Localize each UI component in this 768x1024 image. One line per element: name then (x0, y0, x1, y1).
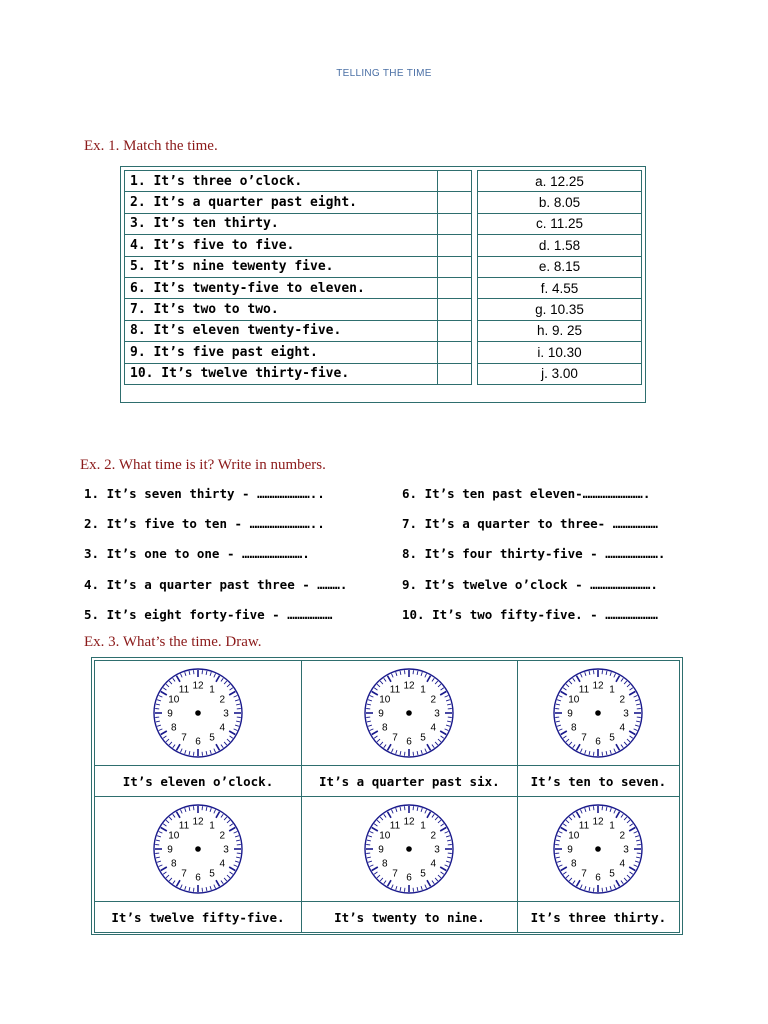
clock-center-dot (195, 846, 201, 852)
clock-label: It’s twelve fifty-five. (95, 902, 302, 933)
clock-number: 12 (192, 816, 204, 828)
match-question: 8. It’s eleven twenty-five. (125, 320, 438, 341)
clock-number: 7 (581, 868, 588, 880)
clock-number: 8 (571, 722, 577, 734)
clock-number: 4 (430, 858, 437, 870)
clock-number: 2 (219, 830, 225, 842)
clock-number: 3 (434, 844, 441, 856)
clock-face-icon (359, 799, 459, 899)
match-answer: i. 10.30 (478, 342, 642, 363)
clock-number: 7 (392, 868, 399, 880)
clock-cell[interactable] (301, 797, 517, 902)
clock-number: 6 (195, 872, 201, 884)
clock-number: 4 (219, 722, 225, 734)
clock-number: 7 (181, 868, 187, 880)
clock-number: 12 (403, 680, 415, 692)
clock-number: 2 (430, 830, 437, 842)
match-question: 7. It’s two to two. (125, 299, 438, 320)
clock-number: 6 (595, 736, 602, 748)
clock-number: 1 (420, 820, 427, 832)
clock-cell[interactable] (517, 797, 679, 902)
ex1-heading: Ex. 1. Match the time. (84, 138, 218, 154)
ex2-item-6: 6. It’s ten past eleven-……………………. (402, 486, 651, 501)
clock-number: 3 (434, 708, 441, 720)
clock-number: 12 (192, 680, 204, 692)
ex2-item-5: 5. It’s eight forty-five - ……………… (84, 607, 333, 622)
clock-number: 2 (219, 694, 225, 706)
clock-number: 5 (420, 868, 427, 880)
match-question: 2. It’s a quarter past eight. (125, 192, 438, 213)
match-answer: b. 8.05 (478, 192, 642, 213)
clock-number: 10 (568, 830, 580, 842)
clock-number: 3 (623, 844, 630, 856)
match-row (125, 342, 642, 363)
clock-number: 9 (378, 844, 385, 856)
match-answer: j. 3.00 (478, 363, 642, 384)
match-row (125, 299, 642, 320)
clock-number: 10 (568, 694, 580, 706)
clock-number: 11 (390, 820, 401, 832)
clock-cell[interactable] (95, 661, 302, 766)
clock-number: 1 (609, 684, 616, 696)
match-answer: e. 8.15 (478, 256, 642, 277)
clock-number: 4 (619, 722, 626, 734)
clock-number: 8 (170, 722, 177, 734)
match-question: 1. It’s three o’clock. (125, 171, 438, 192)
clock-number: 5 (209, 868, 215, 880)
match-row (125, 213, 642, 234)
match-row (125, 320, 642, 341)
match-row (125, 277, 642, 298)
clock-number: 7 (181, 732, 187, 744)
clock-number: 11 (178, 684, 190, 696)
clock-center-dot (407, 710, 413, 716)
clock-number: 9 (167, 708, 173, 720)
match-question: 10. It’s twelve thirty-five. (125, 363, 438, 384)
clock-number: 6 (195, 736, 201, 748)
clock-number: 12 (403, 816, 415, 828)
clock-face-icon (148, 663, 248, 763)
clock-face-icon (148, 799, 248, 899)
ex2-item-2: 2. It’s five to ten - …………………….. (84, 516, 325, 531)
clock-center-dot (407, 846, 413, 852)
clock-label: It’s a quarter past six. (301, 766, 517, 797)
clock-face-icon (548, 663, 648, 763)
clock-cell[interactable] (301, 661, 517, 766)
match-row (125, 171, 642, 192)
match-answer: g. 10.35 (478, 299, 642, 320)
match-answer: c. 11.25 (478, 213, 642, 234)
clock-cell[interactable] (517, 661, 679, 766)
ex2-item-8: 8. It’s four thirty-five - …………………. (402, 546, 666, 561)
clock-number: 6 (406, 872, 413, 884)
match-answer: a. 12.25 (478, 171, 642, 192)
match-row (125, 235, 642, 256)
answer-blank[interactable] (438, 363, 472, 384)
match-table (120, 166, 646, 403)
clock-number: 6 (595, 872, 602, 884)
answer-blank[interactable] (438, 277, 472, 298)
match-answer: f. 4.55 (478, 277, 642, 298)
clock-number: 8 (571, 858, 577, 870)
match-question: 5. It’s nine tewenty five. (125, 256, 438, 277)
answer-blank[interactable] (438, 342, 472, 363)
clock-number: 12 (592, 816, 604, 828)
match-question: 4. It’s five to five. (125, 235, 438, 256)
match-row (125, 256, 642, 277)
clock-number: 10 (379, 694, 391, 706)
clock-label: It’s three thirty. (517, 902, 679, 933)
clock-number: 1 (209, 684, 215, 696)
match-question: 3. It’s ten thirty. (125, 213, 438, 234)
clock-label: It’s twenty to nine. (301, 902, 517, 933)
clock-number: 8 (170, 858, 177, 870)
clock-grid (91, 657, 683, 935)
clock-label: It’s ten to seven. (517, 766, 679, 797)
clock-number: 2 (619, 694, 626, 706)
clock-number: 8 (382, 722, 388, 734)
clock-number: 1 (209, 820, 215, 832)
clock-number: 2 (619, 830, 626, 842)
clock-center-dot (596, 846, 602, 852)
clock-number: 11 (579, 820, 590, 832)
clock-number: 5 (420, 732, 427, 744)
clock-number: 7 (392, 732, 399, 744)
match-answer: h. 9. 25 (478, 320, 642, 341)
clock-number: 9 (167, 844, 173, 856)
clock-number: 11 (579, 684, 590, 696)
ex2-item-4: 4. It’s a quarter past three - ………. (84, 577, 348, 592)
clock-number: 1 (609, 820, 616, 832)
answer-blank[interactable] (438, 192, 472, 213)
clock-number: 7 (581, 732, 588, 744)
clock-number: 4 (430, 722, 437, 734)
clock-number: 3 (623, 708, 630, 720)
clock-center-dot (195, 710, 201, 716)
clock-number: 1 (420, 684, 427, 696)
page-title: TELLING THE TIME (336, 68, 432, 79)
ex2-item-7: 7. It’s a quarter to three- ……………… (402, 516, 658, 531)
clock-face-icon (548, 799, 648, 899)
clock-number: 5 (609, 732, 616, 744)
clock-number: 11 (178, 820, 190, 832)
match-question: 9. It’s five past eight. (125, 342, 438, 363)
clock-number: 4 (619, 858, 626, 870)
clock-number: 9 (567, 708, 574, 720)
clock-number: 5 (209, 732, 215, 744)
clock-number: 11 (390, 684, 401, 696)
clock-number: 4 (219, 858, 225, 870)
clock-number: 3 (223, 844, 229, 856)
answer-blank[interactable] (438, 213, 472, 234)
answer-blank[interactable] (438, 320, 472, 341)
clock-number: 10 (168, 694, 180, 706)
ex3-heading: Ex. 3. What’s the time. Draw. (84, 634, 262, 650)
ex2-item-3: 3. It’s one to one - ……………………. (84, 546, 310, 561)
clock-number: 3 (223, 708, 229, 720)
ex2-item-1: 1. It’s seven thirty - ………………….. (84, 486, 325, 501)
clock-number: 8 (382, 858, 388, 870)
clock-number: 12 (592, 680, 604, 692)
clock-cell[interactable] (95, 797, 302, 902)
clock-number: 5 (609, 868, 616, 880)
ex2-item-10: 10. It’s two fifty-five. - ………………… (402, 607, 658, 622)
clock-number: 6 (406, 736, 413, 748)
ex2-item-9: 9. It’s twelve o’clock - ……………………. (402, 577, 658, 592)
clock-number: 10 (168, 830, 180, 842)
clock-number: 9 (567, 844, 574, 856)
answer-blank[interactable] (438, 171, 472, 192)
answer-blank[interactable] (438, 256, 472, 277)
clock-number: 2 (430, 694, 437, 706)
match-row (125, 192, 642, 213)
clock-number: 9 (378, 708, 385, 720)
match-row (125, 363, 642, 384)
match-answer: d. 1.58 (478, 235, 642, 256)
clock-center-dot (596, 710, 602, 716)
answer-blank[interactable] (438, 235, 472, 256)
clock-number: 10 (379, 830, 391, 842)
match-question: 6. It’s twenty-five to eleven. (125, 277, 438, 298)
clock-label: It’s eleven o’clock. (95, 766, 302, 797)
ex2-heading: Ex. 2. What time is it? Write in numbers. (80, 457, 326, 473)
clock-face-icon (359, 663, 459, 763)
answer-blank[interactable] (438, 299, 472, 320)
